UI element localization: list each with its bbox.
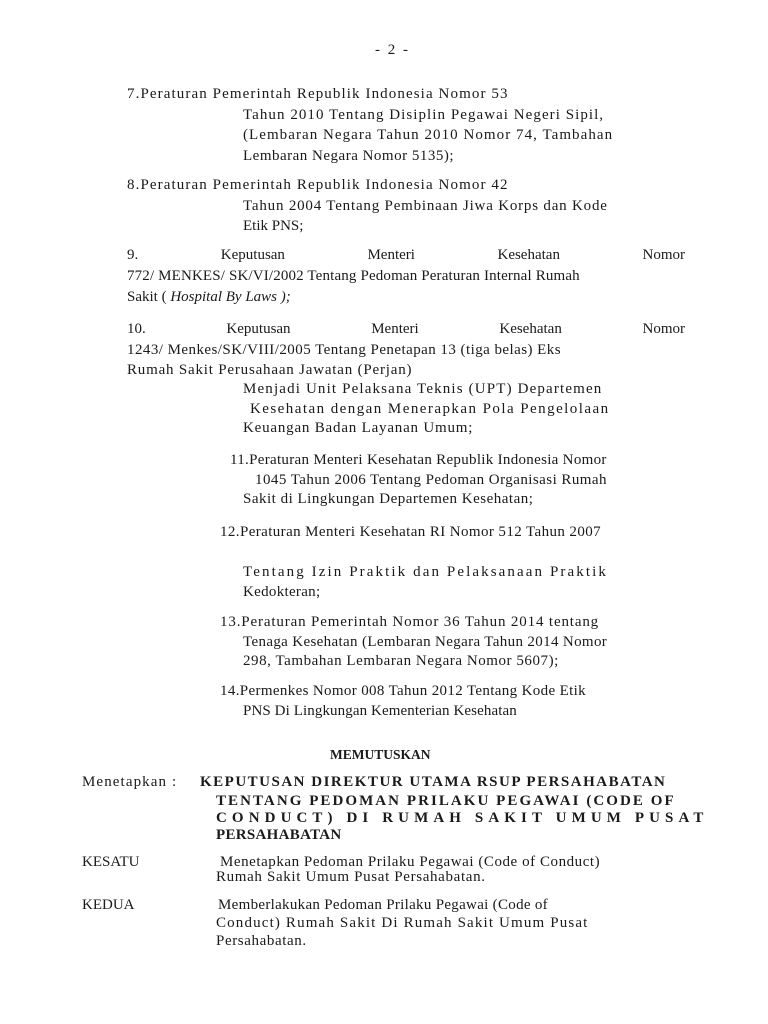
item-10-line-2: 1243/ Menkes/SK/VIII/2005 Tentang Penetapan 13 (tiga belas) Eks [127,342,562,358]
item-8-line-2: Tahun 2004 Tentang Pembinaan Jiwa Korps dan Kode [243,198,608,214]
item-10-word-1: 10. [127,321,146,337]
item-10-word-4: Kesehatan [499,321,562,337]
item-9-line-3-italic: Hospital By Laws ); [170,289,291,305]
item-9-word-1: 9. [127,247,139,263]
item-7-line-4: Lembaran Negara Nomor 5135); [243,148,455,164]
item-14-line-1: 14.Permenkes Nomor 008 Tahun 2012 Tentang Kode Etik [220,683,586,699]
item-11-line-2: 1045 Tahun 2006 Tentang Pedoman Organisasi Rumah [255,472,607,488]
item-10-line-6: Keuangan Badan Layanan Umum; [243,420,474,436]
item-9-word-4: Kesehatan [497,247,560,263]
kedua-line-3: Persahabatan. [216,933,307,949]
menetapkan-line-4: PERSAHABATAN [216,827,342,843]
kedua-line-2: Conduct) Rumah Sakit Di Rumah Sakit Umum Pusat [216,915,589,931]
kesatu-line-2: Rumah Sakit Umum Pusat Persahabatan. [216,869,486,885]
item-14-line-2: PNS Di Lingkungan Kementerian Kesehatan [243,703,517,719]
item-12-line-2: Tentang Izin Praktik dan Pelaksanaan Praktik [243,564,609,580]
item-12-line-1: 12.Peraturan Menteri Kesehatan RI Nomor 512 Tahun 2007 [220,524,602,540]
item-10-line-4: Menjadi Unit Pelaksana Teknis (UPT) Departemen [243,381,603,397]
item-10-line-5: Kesehatan dengan Menerapkan Pola Pengelolaan [250,401,610,417]
item-9-line-2: 772/ MENKES/ SK/VI/2002 Tentang Pedoman Peraturan Internal Rumah [127,268,580,284]
item-10-word-2: Keputusan [226,321,291,337]
item-12-line-3: Kedokteran; [243,584,321,600]
item-7-line-3: (Lembaran Negara Tahun 2010 Nomor 74, Tambahan [243,127,614,143]
item-13-line-3: 298, Tambahan Lembaran Negara Nomor 5607); [243,653,559,669]
item-13-line-2: Tenaga Kesehatan (Lembaran Negara Tahun 2014 Nomor [243,634,608,650]
item-9-word-5: Nomor [642,247,685,263]
menetapkan-line-1: KEPUTUSAN DIREKTUR UTAMA RSUP PERSAHABATAN [200,774,667,790]
kesatu-line-1: Menetapkan Pedoman Prilaku Pegawai (Code of Conduct) [220,854,601,870]
item-9-line-3-text: Sakit ( [127,289,171,305]
item-9-line-3 [127,288,291,306]
item-13-line-1: 13.Peraturan Pemerintah Nomor 36 Tahun 2014 tentang [220,614,600,630]
menetapkan-line-3: CONDUCT) DI RUMAH SAKIT UMUM PUSAT [216,810,709,826]
item-9-word-2: Keputusan [220,247,285,263]
kesatu-label: KESATU [82,854,140,870]
item-9-line-1 [127,246,685,264]
item-7-line-1: 7.Peraturan Pemerintah Republik Indonesia Nomor 53 [127,86,509,102]
item-11-line-1: 11.Peraturan Menteri Kesehatan Republik Indonesia Nomor [230,452,607,468]
item-7-line-2: Tahun 2010 Tentang Disiplin Pegawai Negeri Sipil, [243,107,605,123]
memutuskan-heading: MEMUTUSKAN [330,747,431,762]
item-9-word-3: Menteri [367,247,415,263]
item-8-line-3: Etik PNS; [243,218,304,234]
item-10-line-1 [127,320,685,338]
item-10-line-3: Rumah Sakit Perusahaan Jawatan (Perjan) [127,362,413,378]
item-8-line-1: 8.Peraturan Pemerintah Republik Indonesia Nomor 42 [127,177,509,193]
page-number: - 2 - [375,42,410,58]
kedua-label: KEDUA [82,897,135,913]
kedua-line-1: Memberlakukan Pedoman Prilaku Pegawai (Code of [218,897,548,913]
menetapkan-line-2: TENTANG PEDOMAN PRILAKU PEGAWAI (CODE OF [216,793,676,809]
item-11-line-3: Sakit di Lingkungan Departemen Kesehatan; [243,491,534,507]
item-10-word-5: Nomor [642,321,685,337]
menetapkan-label: Menetapkan : [82,774,178,790]
item-10-word-3: Menteri [371,321,419,337]
